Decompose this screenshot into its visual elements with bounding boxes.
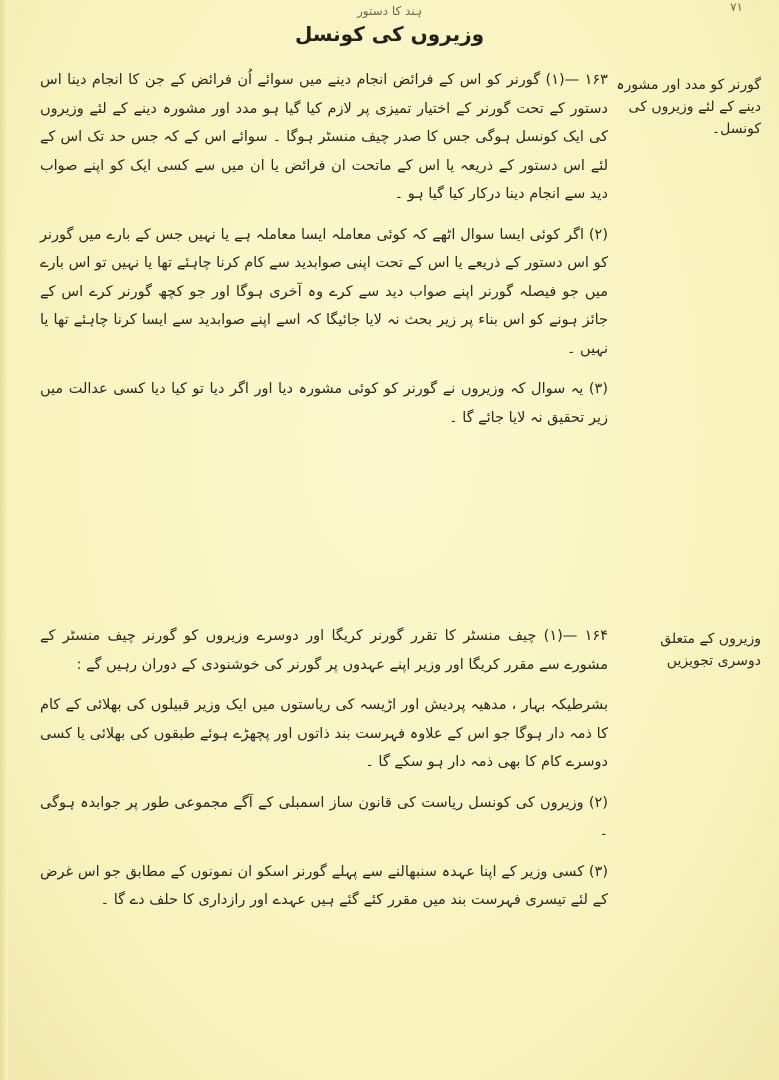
paragraph-164-1: ۱۶۴ —(۱) چیف منسٹر کا تقرر گورنر کریگا اور دوسرے وزیروں کو گورنر چیف منسٹر کے مشورے سے مقرر کریگا اور وزیر اپنے عہدوں پر گورنر کی خوشنودی کے دوران رہیں گے :	[40, 628, 608, 673]
page-title: وزیروں کی کونسل	[294, 22, 485, 46]
margin-note-163: گورنر کو مدد اور مشورہ دینے کے لئے وزیروں کی کونسل۔	[616, 77, 761, 137]
page-number: ۷۱	[730, 0, 743, 14]
article-163	[40, 66, 608, 432]
paragraph-164-proviso: بشرطیکہ بہار ، مدھیہ پردیش اور اڑیسہ کی ریاستوں میں ایک وزیر قبیلوں کی بھلائی کے کام کا ذمہ دار ہوگا جو اس کے علاوہ فہرست بند ذاتوں اور پچھڑے ہوئے طبقوں کی بھلائی یا کسی دوسرے کام کا بھی ذمہ دار ہو سکے گا ۔	[40, 697, 608, 770]
paragraph-164-2: (۲) وزیروں کی کونسل ریاست کی قانون ساز اسمبلی کے آگے مجموعی طور پر جوابدہ ہوگی ۔	[40, 794, 608, 839]
paragraph-164-3: (۳) کسی وزیر کے اپنا عہدہ سنبھالنے سے پہلے گورنر اسکو ان نمونوں کے مطابق جو اس غرض کے لئے تیسری فہرست بند میں مقرر کئے گئے ہیں عہدے اور رازداری کا حلف دے گا ۔	[40, 863, 608, 908]
margin-note-164: وزیروں کے متعلق دوسری تجویزیں	[660, 631, 761, 669]
article-164	[40, 622, 608, 915]
running-head: ہند کا دستور	[357, 4, 422, 18]
paragraph-163-1: ۱۶۳ —(۱) گورنر کو اس کے فرائض انجام دینے میں سوائے اُن فرائض کے جن کا انجام دینا اس دستور کے تحت گورنر کے اختیار تمیزی پر لازم کیا گیا ہو مدد اور مشورہ دینے کے لئے وزیروں کی ایک کونسل ہوگی جس کا صدر چیف منسٹر ہوگا ۔ سوائے اس کے کہ جس حد تک اس کے لئے اس دستور کے ذریعہ یا اس کے ماتحت ان فرائض یا ان میں سے کسی ایک کو اپنے صواب دید سے انجام دینا درکار کیا گیا ہو ۔	[40, 72, 608, 202]
paragraph-163-3: (۳) یہ سوال کہ وزیروں نے گورنر کو کوئی مشورہ دیا اور اگر دیا تو کیا دیا کسی عدالت میں زیر تحقیق نہ لایا جائے گا ۔	[40, 381, 608, 426]
paragraph-163-2: (۲) اگر کوئی ایسا سوال اٹھے کہ کوئی معاملہ ایسا معاملہ ہے یا نہیں جس کے بارے میں گورنر کو اس دستور کے ذریعے یا اس کے تحت اپنی صوابدید سے کام کرنا چاہئے تھا یا نہیں تو اس بارے میں جو فیصلہ گورنر اپنے صواب دید سے کرے وہ آخری ہوگا اور جو کچھ گورنر کرے اس کے جائز ہونے کو اس بناء پر زیر بحث نہ لایا جائیگا کہ اسے اپنے صوابدید سے ایسا کرنا چاہئے تھا یا نہیں ۔	[40, 226, 608, 357]
